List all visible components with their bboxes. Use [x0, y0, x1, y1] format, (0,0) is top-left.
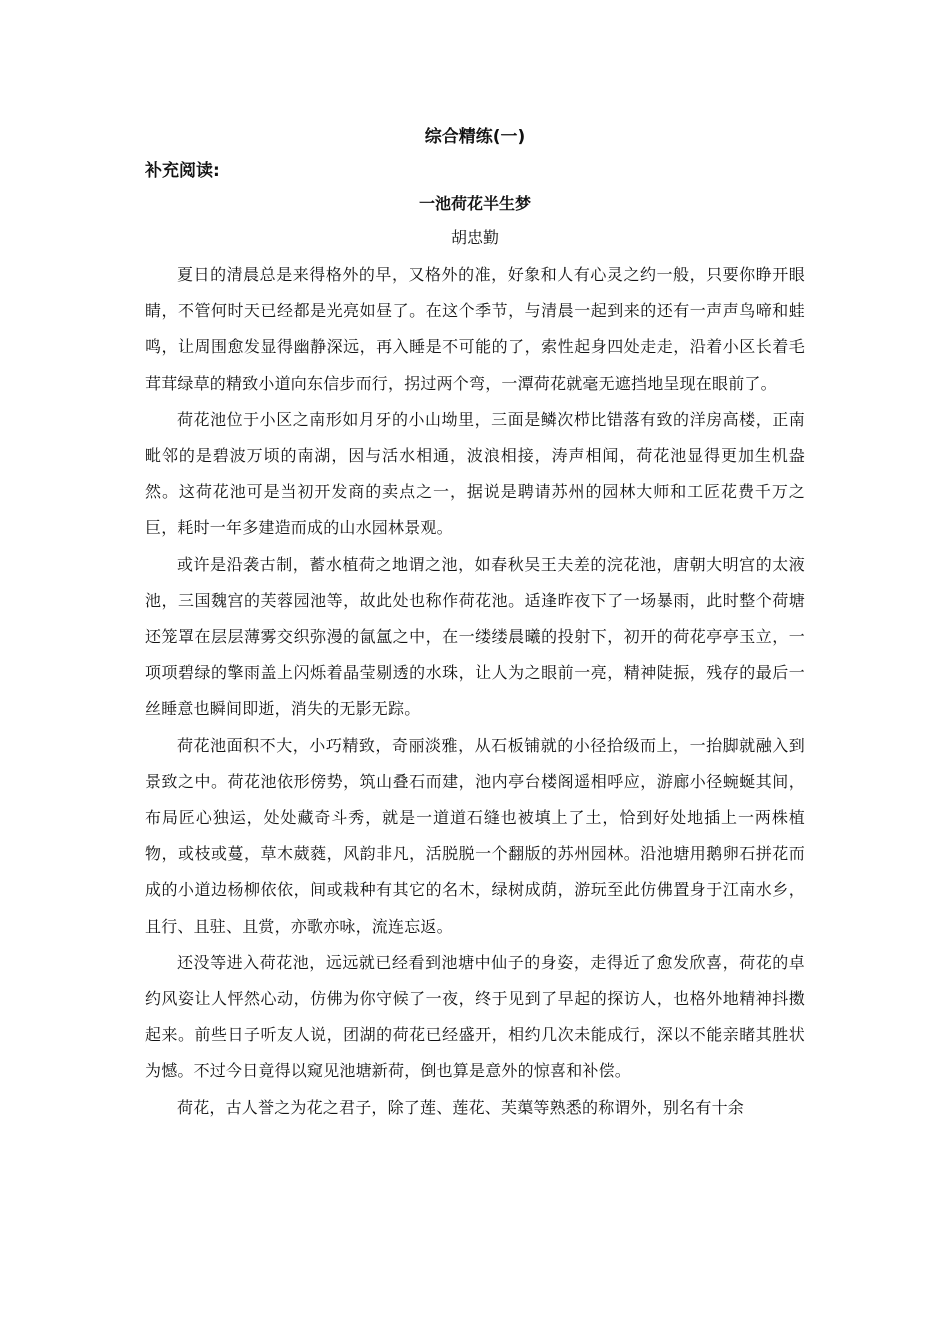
article-body — [145, 257, 805, 1126]
page-title: 综合精练(一) — [424, 127, 526, 147]
paragraph: 夏日的清晨总是来得格外的早，又格外的准，好象和人有心灵之约一般，只要你睁开眼睛，不管何时天已经都是光亮如昼了。在这个季节，与清晨一起到来的还有一声声鸟啼和蛙鸣，让周围愈发显得幽静深远，再入睡是不可能的了，索性起身四处走走，沿着小区长着毛茸茸绿草的精致小道向东信步而行，拐过两个弯，一潭荷花就毫无遮挡地呈现在眼前了。 — [145, 265, 805, 393]
paragraph: 还没等进入荷花池，远远就已经看到池塘中仙子的身姿，走得近了愈发欣喜，荷花的卓约风姿让人怦然心动，仿佛为你守候了一夜，终于见到了早起的探访人，也格外地精神抖擞起来。前些日子听友人说，团湖的荷花已经盛开，相约几次未能成行，深以不能亲睹其胜状为憾。不过今日竟得以窥见池塘新荷，倒也算是意外的惊喜和补偿。 — [145, 952, 805, 1081]
section-label: 补充阅读: — [145, 161, 220, 181]
paragraph: 荷花池位于小区之南形如月牙的小山坳里，三面是鳞次栉比错落有致的洋房高楼，正南毗邻的是碧波万顷的南湖，因与活水相通，波浪相接，涛声相闻，荷花池显得更加生机盎然。这荷花池可是当初开发商的卖点之一，据说是聘请苏州的园林大师和工匠花费千万之巨，耗时一年多建造而成的山水园林景观。 — [145, 409, 805, 538]
article-title: 一池荷花半生梦 — [418, 194, 531, 213]
paragraph: 或许是沿袭古制，蓄水植荷之地谓之池，如春秋吴王夫差的浣花池，唐朝大明宫的太液池，三国魏宫的芙蓉园池等，故此处也称作荷花池。适逢昨夜下了一场暴雨，此时整个荷塘还笼罩在层层薄雾交织弥漫的氤氲之中，在一缕缕晨曦的投射下，初开的荷花亭亭玉立，一项项碧绿的擎雨盖上闪烁着晶莹剔透的水珠，让人为之眼前一亮，精神陡振，残存的最后一丝睡意也瞬间即逝，消失的无影无踪。 — [145, 554, 805, 719]
article-author: 胡忠勤 — [450, 228, 499, 247]
paragraph: 荷花，古人誉之为花之君子，除了莲、莲花、芙蕖等熟悉的称谓外，别名有十余 — [177, 1097, 745, 1117]
paragraph: 荷花池面积不大，小巧精致，奇丽淡雅，从石板铺就的小径拾级而上，一抬脚就融入到景致之中。荷花池依形傍势，筑山叠石而建，池内亭台楼阁遥相呼应，游廊小径蜿蜒其间，布局匠心独运，处处藏奇斗秀，就是一道道石缝也被填上了土，恰到好处地插上一两株植物，或枝或蔓，草木葳蕤，风韵非凡，活脱脱一个翻版的苏州园林。沿池塘用鹅卵石拼花而成的小道边杨柳依依，间或栽种有其它的名木，绿树成荫，游玩至此仿佛置身于江南水乡，且行、且驻、且赏，亦歌亦咏，流连忘返。 — [145, 735, 805, 936]
